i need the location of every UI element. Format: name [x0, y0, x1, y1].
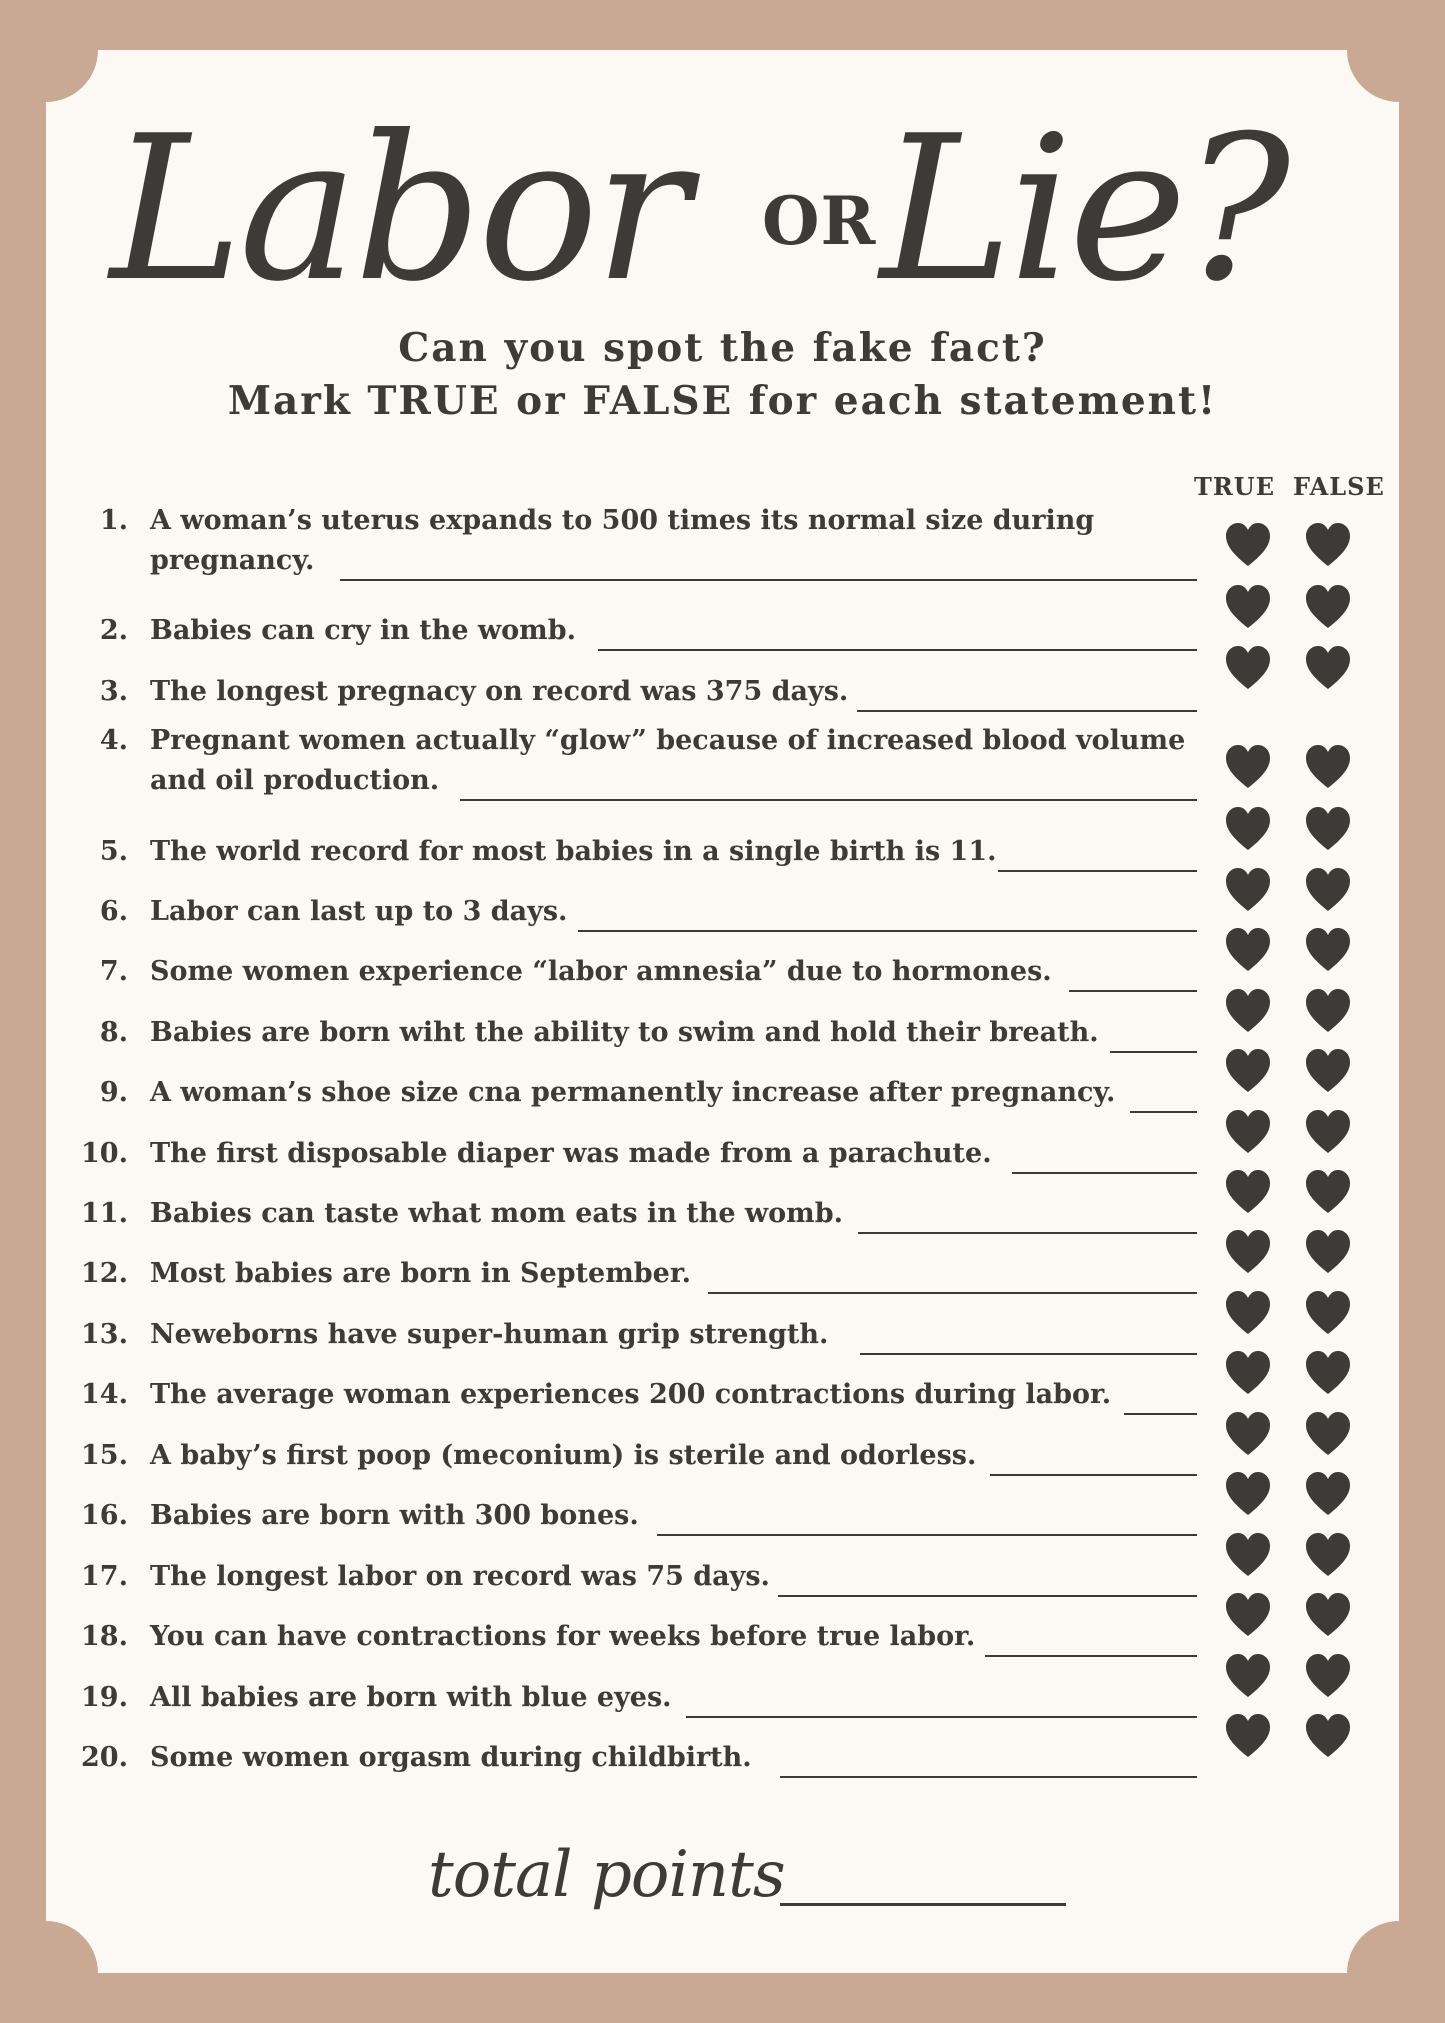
answer-line[interactable] — [1124, 1413, 1197, 1415]
true-heart-icon[interactable] — [1224, 744, 1272, 790]
true-heart-icon[interactable] — [1224, 645, 1272, 691]
question-text: The average woman experiences 200 contractions during labor. — [150, 1379, 1112, 1410]
question-number: 16. — [81, 1500, 128, 1531]
answer-line[interactable] — [857, 710, 1197, 712]
question-number: 10. — [81, 1138, 128, 1169]
question-text: The longest pregnacy on record was 375 days. — [150, 676, 849, 707]
false-heart-icon[interactable] — [1304, 867, 1352, 913]
false-heart-icon[interactable] — [1304, 1592, 1352, 1638]
true-column-header: TRUE — [1194, 472, 1276, 501]
question-text: All babies are born with blue eyes. — [150, 1682, 672, 1713]
false-heart-icon[interactable] — [1304, 744, 1352, 790]
title-word-labor: Labor — [110, 93, 687, 326]
false-heart-icon[interactable] — [1304, 1048, 1352, 1094]
true-heart-icon[interactable] — [1224, 522, 1272, 568]
question-text: Labor can last up to 3 days. — [150, 896, 568, 927]
true-heart-icon[interactable] — [1224, 1532, 1272, 1578]
true-heart-icon[interactable] — [1224, 1109, 1272, 1155]
question-text: Babies are born wiht the ability to swim and hold their breath. — [150, 1017, 1099, 1048]
answer-line[interactable] — [657, 1534, 1197, 1536]
false-heart-icon[interactable] — [1304, 1532, 1352, 1578]
answer-line[interactable] — [578, 930, 1197, 932]
total-points-label: total points — [428, 1838, 785, 1912]
question-text: Babies can taste what mom eats in the womb. — [150, 1198, 844, 1229]
question-number: 14. — [81, 1379, 128, 1410]
true-heart-icon[interactable] — [1224, 927, 1272, 973]
answer-line[interactable] — [858, 1232, 1197, 1234]
false-heart-icon[interactable] — [1304, 522, 1352, 568]
question-number: 9. — [99, 1077, 128, 1108]
question-text: Babies can cry in the womb. — [150, 615, 577, 646]
title-or: OR — [762, 182, 877, 260]
question-number: 7. — [99, 956, 128, 987]
question-number: 17. — [81, 1561, 128, 1592]
total-points-answer-line[interactable] — [780, 1903, 1066, 1906]
title — [0, 90, 1445, 330]
question-text: The world record for most babies in a single birth is 11. — [150, 836, 997, 867]
question-number: 11. — [81, 1198, 128, 1229]
question-number: 3. — [99, 676, 128, 707]
false-heart-icon[interactable] — [1304, 988, 1352, 1034]
false-heart-icon[interactable] — [1304, 806, 1352, 852]
subtitle-line-2: Mark TRUE or FALSE for each statement! — [227, 378, 1218, 424]
question-number: 15. — [81, 1440, 128, 1471]
answer-line[interactable] — [460, 799, 1197, 801]
false-heart-icon[interactable] — [1304, 1411, 1352, 1457]
question-number: 1. — [99, 505, 128, 536]
false-heart-icon[interactable] — [1304, 1290, 1352, 1336]
title-word-lie: Lie? — [880, 93, 1287, 326]
answer-line[interactable] — [1110, 1051, 1197, 1053]
subtitle-line-1: Can you spot the fake fact? — [398, 325, 1047, 371]
question-number: 19. — [81, 1682, 128, 1713]
answer-line[interactable] — [778, 1595, 1197, 1597]
question-number: 4. — [99, 725, 128, 756]
answer-line[interactable] — [990, 1474, 1197, 1476]
answer-line[interactable] — [985, 1655, 1197, 1657]
true-heart-icon[interactable] — [1224, 988, 1272, 1034]
question-text: The longest labor on record was 75 days. — [150, 1561, 770, 1592]
question-number: 18. — [81, 1621, 128, 1652]
question-text: A woman’s shoe size cna permanently increase after pregnancy. — [150, 1077, 1116, 1108]
question-number: 5. — [99, 836, 128, 867]
question-number: 8. — [99, 1017, 128, 1048]
false-heart-icon[interactable] — [1304, 1109, 1352, 1155]
question-text: You can have contractions for weeks before true labor. — [150, 1621, 976, 1652]
answer-line[interactable] — [1069, 990, 1197, 992]
true-heart-icon[interactable] — [1224, 1592, 1272, 1638]
question-text: Neweborns have super-human grip strength. — [150, 1319, 829, 1350]
false-heart-icon[interactable] — [1304, 1713, 1352, 1759]
question-text: A woman’s uterus expands to 500 times its normal size during — [150, 505, 1095, 536]
false-heart-icon[interactable] — [1304, 1653, 1352, 1699]
true-heart-icon[interactable] — [1224, 806, 1272, 852]
false-heart-icon[interactable] — [1304, 1229, 1352, 1275]
question-text: Babies are born with 300 bones. — [150, 1500, 639, 1531]
answer-line[interactable] — [708, 1292, 1197, 1294]
true-heart-icon[interactable] — [1224, 1471, 1272, 1517]
answer-line[interactable] — [340, 579, 1197, 581]
true-heart-icon[interactable] — [1224, 1350, 1272, 1396]
true-heart-icon[interactable] — [1224, 1048, 1272, 1094]
false-heart-icon[interactable] — [1304, 645, 1352, 691]
question-text: Most babies are born in September. — [150, 1258, 691, 1289]
answer-line[interactable] — [1012, 1172, 1197, 1174]
question-text-continued: pregnancy. — [150, 545, 315, 576]
true-heart-icon[interactable] — [1224, 1169, 1272, 1215]
answer-line[interactable] — [686, 1716, 1197, 1718]
answer-line[interactable] — [1130, 1111, 1197, 1113]
question-number: 20. — [81, 1742, 128, 1773]
question-text-continued: and oil production. — [150, 765, 440, 796]
question-number: 13. — [81, 1319, 128, 1350]
true-heart-icon[interactable] — [1224, 1713, 1272, 1759]
false-heart-icon[interactable] — [1304, 927, 1352, 973]
question-text: Some women experience “labor amnesia” due to hormones. — [150, 956, 1052, 987]
false-heart-icon[interactable] — [1304, 584, 1352, 630]
answer-line[interactable] — [780, 1776, 1197, 1778]
false-heart-icon[interactable] — [1304, 1350, 1352, 1396]
false-column-header: FALSE — [1293, 472, 1385, 501]
false-heart-icon[interactable] — [1304, 1471, 1352, 1517]
true-heart-icon[interactable] — [1224, 584, 1272, 630]
question-text: Pregnant women actually “glow” because of increased blood volume — [150, 725, 1186, 756]
question-number: 6. — [99, 896, 128, 927]
true-heart-icon[interactable] — [1224, 1653, 1272, 1699]
question-text: Some women orgasm during childbirth. — [150, 1742, 752, 1773]
question-number: 2. — [99, 615, 128, 646]
question-number: 12. — [81, 1258, 128, 1289]
true-heart-icon[interactable] — [1224, 1290, 1272, 1336]
true-heart-icon[interactable] — [1224, 1229, 1272, 1275]
question-text: The first disposable diaper was made from a parachute. — [150, 1138, 992, 1169]
true-heart-icon[interactable] — [1224, 1411, 1272, 1457]
answer-line[interactable] — [598, 649, 1197, 651]
question-text: A baby’s first poop (meconium) is sterile and odorless. — [150, 1440, 977, 1471]
answer-line[interactable] — [860, 1353, 1197, 1355]
answer-line[interactable] — [998, 870, 1197, 872]
false-heart-icon[interactable] — [1304, 1169, 1352, 1215]
true-heart-icon[interactable] — [1224, 867, 1272, 913]
